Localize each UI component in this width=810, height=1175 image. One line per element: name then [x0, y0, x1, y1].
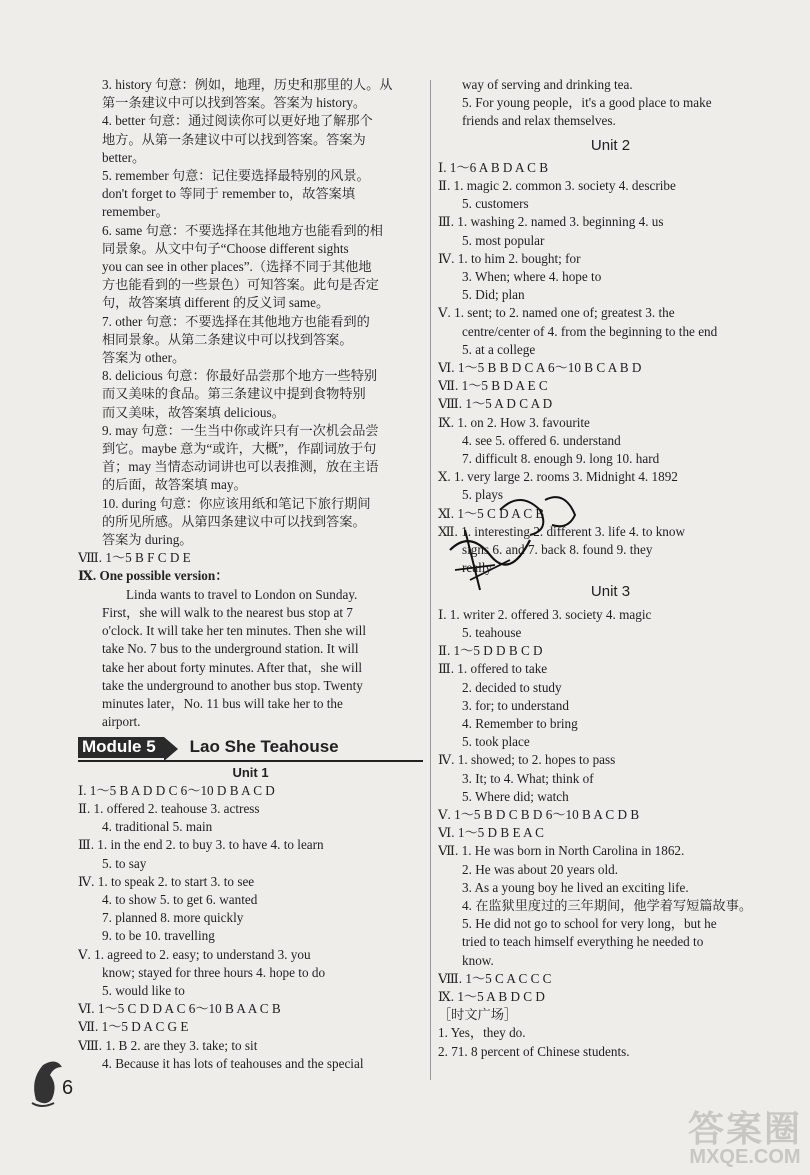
answer-line: 3. for; to understand	[462, 697, 569, 713]
site-watermark	[688, 1101, 802, 1169]
answer-line: Ⅷ. 1～5 B F C D E	[78, 550, 191, 566]
answer-line: Ⅻ. 1. interesting 2. different 3. life 4. to know	[438, 523, 686, 539]
answer-line: Linda wants to travel to London on Sunday.	[126, 586, 358, 602]
answer-line: 7. planned 8. more quickly	[102, 910, 244, 926]
answer-line: Ⅸ. 1～5 A B D C D	[438, 988, 545, 1004]
answer-line: Ⅴ. 1. sent; to 2. named one of; greatest 3. the	[438, 305, 675, 321]
answer-line: know.	[462, 952, 494, 968]
answer-line: 首；may 当情态动词讲也可以表推测，放在主语	[102, 459, 379, 475]
page-number: 6	[62, 1077, 74, 1099]
answer-line: 3. It; to 4. What; think of	[462, 770, 594, 786]
unit2-heading: Unit 2	[590, 136, 631, 154]
answer-line: 7. other 句意：不要选择在其他地方也能看到的	[102, 313, 370, 329]
answer-line: Ⅳ. 1. to him 2. bought; for	[438, 250, 581, 266]
answer-line: 答案为 during。	[102, 532, 193, 548]
answer-line: o'clock. It will take her ten minutes. Then she will	[102, 623, 366, 639]
answer-line: airport.	[102, 714, 141, 730]
answer-line: know; stayed for three hours 4. hope to do	[102, 964, 326, 980]
answer-line: 相同景象。从第二条建议中可以找到答案。	[102, 331, 353, 347]
answer-line: 的后面，故答案填 may。	[102, 477, 247, 493]
unit1-heading: Unit 1	[232, 764, 269, 780]
answer-line: 3. As a young boy he lived an exciting life.	[462, 879, 689, 895]
answer-line: Ⅱ. 1. magic 2. common 3. society 4. describe	[438, 178, 676, 194]
answer-line: 4. better 句意：通过阅读你可以更好地了解那个	[102, 113, 373, 129]
answer-line: 5. teahouse	[462, 624, 522, 640]
answer-line: 5. Where did; watch	[462, 788, 569, 804]
answer-line: Ⅳ. 1. to speak 2. to start 3. to see	[78, 873, 255, 889]
module5-unit1-answers	[78, 782, 423, 1073]
right-top-answers	[438, 76, 783, 131]
answer-line: 8. delicious 句意：你最好品尝那个地方一些特别	[102, 368, 378, 384]
answer-line: 6. same 句意：不要选择在其他地方也能看到的相	[102, 222, 383, 238]
answer-line: 5. He did not go to school for very long，but he	[462, 916, 717, 932]
watermark-url: MXQE.COM	[689, 1146, 801, 1168]
answer-line: signs 6. and 7. back 8. found 9. they	[462, 542, 653, 558]
watermark-logo-text: 答案圈	[687, 1108, 802, 1149]
answer-line: 5. remember 句意：记住要选择最特别的风景。	[102, 168, 370, 184]
answer-line: take the underground to another bus stop. Twenty	[102, 677, 363, 693]
answer-line: better。	[102, 149, 146, 165]
answer-line: 5. took place	[462, 734, 530, 750]
answer-line: 7. difficult 8. enough 9. long 10. hard	[462, 451, 660, 467]
answer-line: 5. to say	[102, 855, 147, 871]
answer-line: 到它。maybe 意为“或许，大概”，作副词放于句	[102, 441, 377, 457]
module-tag: Module 5	[78, 737, 164, 757]
module-title: Lao She Teahouse	[189, 737, 339, 757]
unit3-answers	[438, 606, 783, 1061]
answer-line: remember。	[102, 204, 169, 220]
answer-line: you can see in other places”.（选择不同于其他地	[102, 259, 372, 275]
answer-line: Ⅴ. 1～5 B D C B D 6～10 B A C D B	[438, 806, 640, 822]
answer-line: 4. traditional 5. main	[102, 819, 213, 835]
answer-line: 2. He was about 20 years old.	[462, 861, 619, 877]
answer-line: Ⅴ. 1. agreed to 2. easy; to understand 3. you	[78, 946, 311, 962]
column-divider	[430, 80, 431, 1080]
answer-line: Ⅱ. 1～5 D D B C D	[438, 643, 543, 659]
left-answers-list	[78, 76, 423, 731]
answer-line: Ⅱ. 1. offered 2. teahouse 3. actress	[78, 800, 260, 816]
answer-line: 句，故答案填 different 的反义词 same。	[102, 295, 330, 311]
unit3-heading: Unit 3	[590, 583, 631, 601]
page-number-badge	[28, 1055, 88, 1115]
answer-line: 第一条建议中可以找到答案。答案为 history。	[102, 95, 367, 111]
handwritten-scribble	[440, 470, 590, 600]
answer-line: Ⅵ. 1～5 D B E A C	[438, 825, 544, 841]
answer-line: Ⅸ. One possible version：	[78, 568, 229, 584]
answer-line: Ⅵ. 1～5 B B D C A 6～10 B C A B D	[438, 360, 642, 376]
answer-line: 2. decided to study	[462, 679, 562, 695]
answer-line: 5. customers	[462, 196, 529, 212]
answer-line: ［时文广场］	[438, 1007, 518, 1023]
answer-line: Ⅰ. 1～6 A B D A C B	[438, 159, 549, 175]
answer-line: 5. at a college	[462, 341, 536, 357]
answer-line: Ⅶ. 1～5 D A C G E	[78, 1019, 189, 1035]
answer-line: 5. plays	[462, 487, 504, 503]
answer-line: 答案为 other。	[102, 350, 186, 366]
answer-line: 4. see 5. offered 6. understand	[462, 432, 621, 448]
answer-line: Ⅳ. 1. showed; to 2. hopes to pass	[438, 752, 616, 768]
answer-line: 9. may 句意：一生当中你或许只有一次机会品尝	[102, 422, 379, 438]
answer-line: 4. Because it has lots of teahouses and the special	[102, 1055, 364, 1071]
module-header	[78, 737, 423, 761]
answer-line: 3. history 句意：例如，地理，历史和那里的人。从	[102, 77, 393, 92]
answer-line: don't forget to 等同于 remember to，故答案填	[102, 186, 356, 202]
answer-line: 2. 71. 8 percent of Chinese students.	[438, 1043, 630, 1059]
answer-line: 10. during 句意：你应该用纸和笔记下旅行期间	[102, 495, 371, 511]
answer-line: 9. to be 10. travelling	[102, 928, 215, 944]
answer-line: 的所见所感。从第四条建议中可以找到答案。	[102, 513, 366, 529]
answer-line: 而又美味，故答案填 delicious。	[102, 404, 285, 420]
answer-line: tried to teach himself everything he needed to	[462, 934, 704, 950]
answer-line: really	[462, 560, 493, 576]
answer-line: 4. Remember to bring	[462, 715, 578, 731]
left-column	[78, 76, 423, 1073]
answer-line: Ⅶ. 1. He was born in North Carolina in 1862.	[438, 843, 685, 859]
answer-line: 5. For young people，it's a good place to make	[462, 95, 712, 111]
answer-line: Ⅹ. 1. very large 2. rooms 3. Midnight 4. 1892	[438, 469, 678, 485]
answer-line: Ⅲ. 1. offered to take	[438, 661, 548, 677]
answer-line: Ⅲ. 1. washing 2. named 3. beginning 4. us	[438, 214, 664, 230]
answer-line: Ⅰ. 1. writer 2. offered 3. society 4. magic	[438, 606, 652, 622]
answer-line: 5. Did; plan	[462, 287, 525, 303]
answer-line: First，she will walk to the nearest bus stop at 7	[102, 604, 353, 620]
answer-line: 而又美味的食品。第三条建议中提到食物特别	[102, 386, 366, 402]
answer-line: take her about forty minutes. After that，she will	[102, 659, 363, 675]
answer-line: Ⅷ. 1～5 C A C C C	[438, 970, 552, 986]
answer-line: Ⅺ. 1～5 C D A C B	[438, 505, 545, 521]
answer-line: 5. would like to	[102, 982, 185, 998]
answer-line: 1. Yes，they do.	[438, 1025, 526, 1041]
answer-line: centre/center of 4. from the beginning to the end	[462, 323, 718, 339]
answer-line: Ⅶ. 1～5 B D A E C	[438, 378, 548, 394]
answer-line: Ⅷ. 1～5 A D C A D	[438, 396, 553, 412]
answer-line: 同景象。从文中句子“Choose different sights	[102, 240, 349, 256]
answer-line: friends and relax themselves.	[462, 113, 616, 129]
answer-line: Ⅲ. 1. in the end 2. to buy 3. to have 4. to learn	[78, 837, 324, 853]
answer-line: 地方。从第一条建议中可以找到答案。答案为	[102, 131, 366, 147]
answer-line: Ⅸ. 1. on 2. How 3. favourite	[438, 414, 590, 430]
answer-line: 4. to show 5. to get 6. wanted	[102, 891, 258, 907]
answer-line: Ⅷ. 1. B 2. are they 3. take; to sit	[78, 1037, 258, 1053]
answer-line: 5. most popular	[462, 232, 545, 248]
answer-line: 方也能看到的一些景色）可知答案。此句是否定	[102, 277, 379, 293]
answer-line: 3. When; where 4. hope to	[462, 269, 602, 285]
answer-line: Ⅰ. 1～5 B A D D C 6～10 D B A C D	[78, 782, 275, 798]
answer-line: way of serving and drinking tea.	[462, 77, 633, 92]
answer-line: take No. 7 bus to the underground station. It will	[102, 641, 359, 657]
answer-line: minutes later，No. 11 bus will take her to the	[102, 695, 343, 711]
answer-line: Ⅵ. 1～5 C D D A C 6～10 B A A C B	[78, 1001, 281, 1017]
answer-line: 4. 在监狱里度过的三年期间，他学着写短篇故事。	[462, 897, 753, 913]
